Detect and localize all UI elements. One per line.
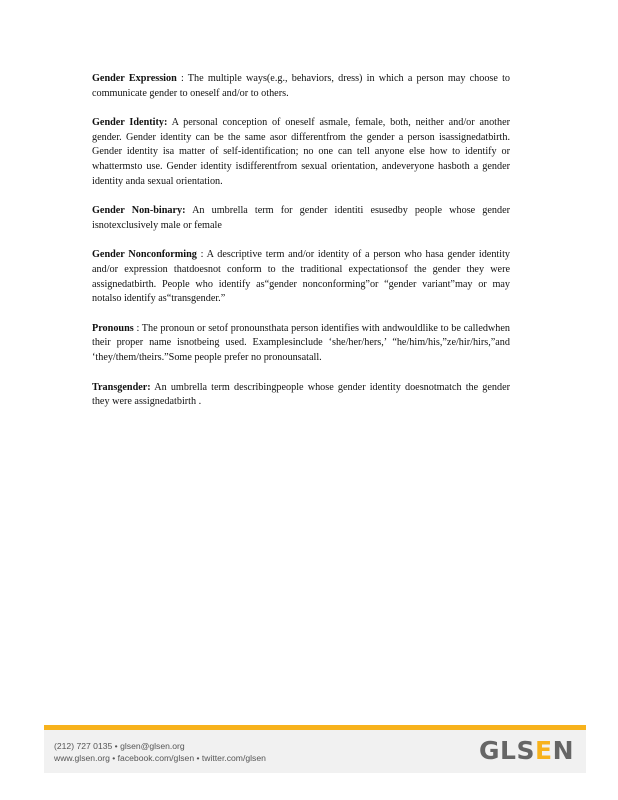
glossary-entry-gender-non-binary — [92, 204, 510, 233]
glossary-entry-pronouns — [92, 322, 510, 366]
glossary-term: Gender Identity: — [92, 117, 168, 129]
glossary-definition: : The pronoun or setof pronounsthata person identifies with andwouldlike to be calledwhen their proper name isnotbeing used. Examplesinclude ‘she/her/hers,’ “he/him/his,”ze/hir/hirs,”and ‘they/them/theirs.”Some people prefer no pronounsatall. — [92, 322, 510, 363]
contact-line-web-social: www.glsen.org • facebook.com/glsen • twitter.com/glsen — [54, 753, 266, 763]
glossary — [92, 72, 510, 425]
glossary-entry-gender-nonconforming — [92, 248, 510, 306]
glossary-definition: A personal conception of oneself asmale, female, both, neither and/or another gender. Gender identity can be the same asor differentfrom the gender a person isassignedatbirth. Gender identity isa matter of self-identification; no one can tell anyone else how to identify or whattermsto use. Gender identity isdifferentfrom sexual orientation, andeveryone hasboth a gender identity anda sexual orientation. — [92, 117, 511, 187]
contact-info — [54, 740, 266, 764]
logo-text-n: N — [552, 736, 574, 765]
glossary-entry-gender-identity — [92, 116, 510, 189]
glsen-logo — [479, 736, 574, 765]
glossary-entry-gender-expression — [92, 72, 510, 101]
logo-text-e-accent: E — [534, 736, 553, 765]
glossary-term: Gender Non-binary: — [92, 205, 186, 217]
glossary-term: Pronouns — [92, 322, 134, 334]
glossary-term: Transgender: — [92, 381, 151, 393]
glossary-entry-transgender — [92, 381, 510, 410]
glossary-term: Gender Expression — [92, 73, 177, 84]
glossary-definition: : The multiple ways(e.g., behaviors, dress) in which a person may choose to communicate gender to oneself and/or to others. — [92, 73, 511, 99]
glossary-definition: An umbrella term for gender identiti esusedby people whose gender isnotexclusively male or female — [92, 205, 510, 231]
logo-text-gls: GLS — [479, 736, 535, 765]
glossary-definition: : A descriptive term and/or identity of a person who hasa gender identity and/or expression thatdoesnot conform to the traditional expectationsof the gender they were assignedatbirth. People who identify as“gender nonconforming”or “gender variant”may or may notalso identify as“transgender.” — [92, 249, 511, 305]
glossary-definition: An umbrella term describingpeople whose gender identity doesnotmatch the gender they were assignedatbirth . — [92, 381, 510, 408]
glossary-term: Gender Nonconforming — [92, 249, 197, 261]
page-footer — [44, 725, 586, 773]
contact-line-phone-email: (212) 727 0135 • glsen@glsen.org — [54, 741, 185, 751]
